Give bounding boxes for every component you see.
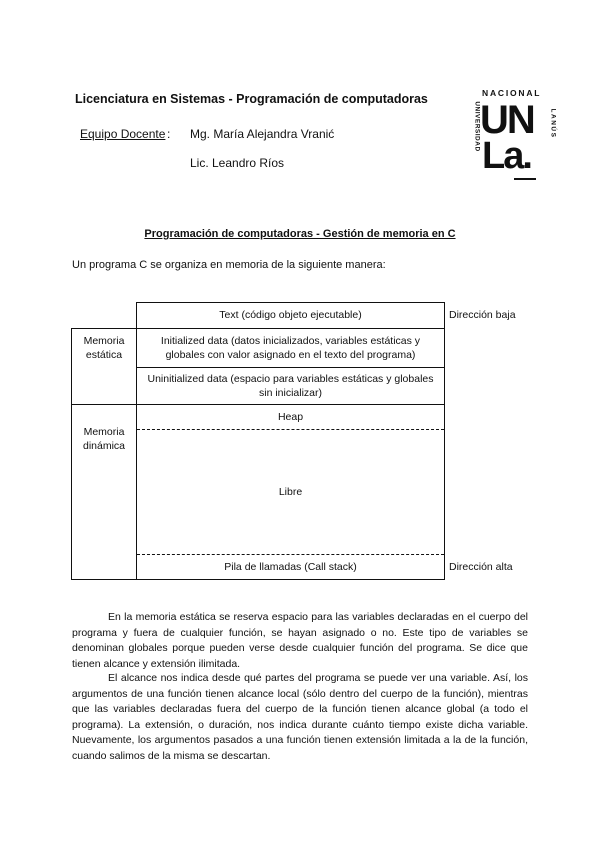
low-address-label: Dirección baja bbox=[449, 309, 516, 321]
heap-divider bbox=[137, 429, 444, 430]
text-segment-box bbox=[136, 302, 445, 329]
initialized-data-label: Initialized data (datos inicializados, variables estáticas y globales con valor asignado en el texto del programa) bbox=[160, 334, 421, 361]
uninitialized-data-box bbox=[136, 367, 445, 405]
heap-label: Heap bbox=[277, 410, 304, 423]
free-label: Libre bbox=[278, 485, 303, 498]
dynamic-region-frame bbox=[136, 404, 445, 580]
team-label: Equipo Docente bbox=[80, 127, 166, 141]
call-stack-label: Pila de llamadas (Call stack) bbox=[224, 560, 357, 573]
logo-right-text: LANÚS bbox=[549, 108, 557, 139]
uninitialized-data-label: Uninitialized data (espacio para variables estáticas y globales sin inicializar) bbox=[147, 372, 434, 399]
intro-text: Un programa C se organiza en memoria de la siguiente manera: bbox=[72, 259, 386, 271]
team-colon: : bbox=[167, 127, 171, 141]
logo-left-text: UNIVERSIDAD bbox=[473, 101, 481, 152]
logo-top-text: NACIONAL bbox=[482, 88, 542, 98]
logo-underline bbox=[514, 178, 536, 180]
course-title: Licenciatura en Sistemas - Programación de computadoras bbox=[75, 92, 428, 106]
static-memory-frame bbox=[71, 328, 137, 405]
dynamic-memory-label: Memoria dinámica bbox=[82, 426, 126, 453]
text-segment-label: Text (código objeto ejecutable) bbox=[219, 309, 362, 322]
paragraph-1-text: En la memoria estática se reserva espacio para las variables declaradas en el cuerpo del programa y fuera de cualquier función, se hayan asignado o no. Este tipo de variables se denominan globales porque pueden verse desde cualquier función del programa. Se dice que tienen alcance y extensión ilimitada. bbox=[72, 611, 528, 670]
paragraph-1 bbox=[72, 610, 528, 672]
stack-divider bbox=[137, 554, 444, 555]
logo-line-1: UN bbox=[480, 98, 534, 142]
teacher-name-2: Lic. Leandro Ríos bbox=[190, 156, 285, 170]
paragraph-2 bbox=[72, 671, 528, 764]
paragraph-2-text: El alcance nos indica desde qué partes del programa se puede ver una variable. Así, los argumentos de una función tienen alcance local (sólo dentro del cuerpo de la función), mientras que las variables declaradas fuera del cuerpo de la función tienen alcance global (a todo el programa). La extensión, o duración, nos indica durante cuánto tiempo existe dicha variable. Nuevamente, los argumentos pasados a una función tienen extensión limitada a la de la función, cuando salimos de la misma se descartan. bbox=[72, 672, 528, 762]
document-title: Programación de computadoras - Gestión de memoria en C bbox=[144, 228, 456, 240]
university-logo bbox=[470, 88, 570, 188]
static-memory-label: Memoria estática bbox=[83, 335, 125, 362]
dynamic-memory-frame bbox=[71, 404, 137, 580]
teacher-name-1: Mg. María Alejandra Vranić bbox=[190, 127, 335, 141]
logo-line-2: La. bbox=[482, 135, 531, 177]
initialized-data-box bbox=[136, 328, 445, 368]
high-address-label: Dirección alta bbox=[449, 561, 513, 573]
